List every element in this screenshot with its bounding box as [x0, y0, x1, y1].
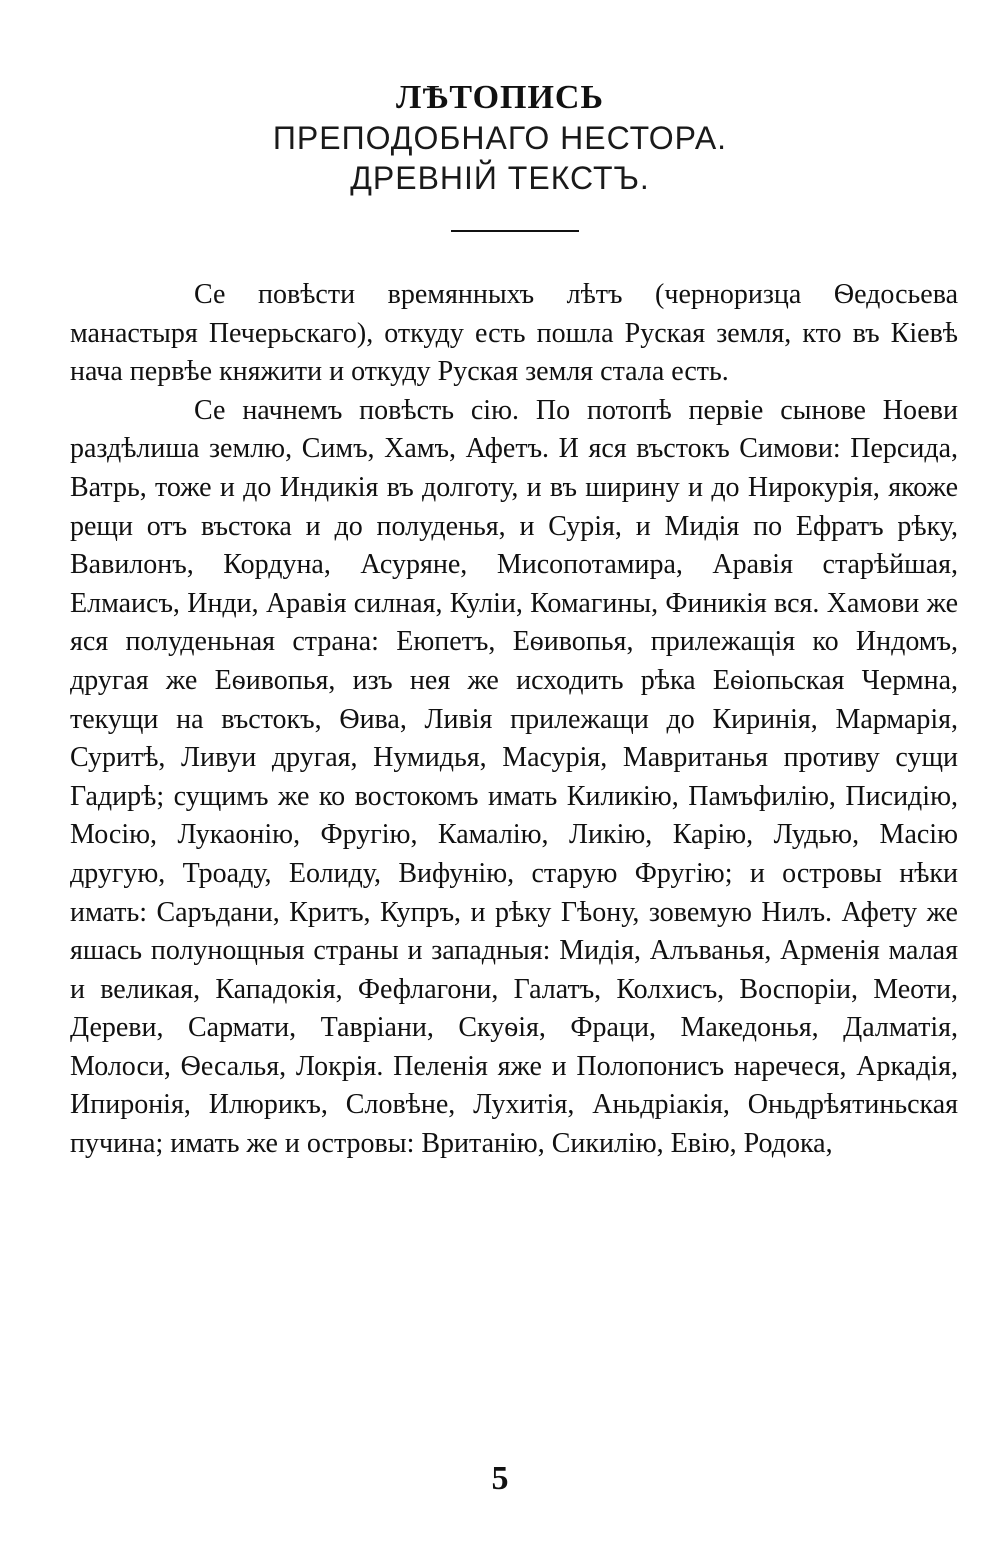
page-number: 5 [491, 1460, 509, 1497]
chapter-subtitle-line-2: ДРЕВНІЙ ТЕКСТЪ. [350, 160, 650, 196]
heading-divider [451, 230, 579, 232]
paragraph: Се повѣсти времянныхъ лѣтъ (черноризца Ѳедосьева манастыря Печерьскаго), откуду есть пошла Руская земля, кто въ Кіевѣ нача первѣе княжити и откуду Руская земля стала есть. [70, 279, 958, 388]
chapter-subtitle-line-1: ПРЕПОДОБНАГО НЕСТОРА. [272, 120, 728, 156]
body-text [70, 276, 958, 1164]
chapter-heading [0, 78, 1000, 198]
paragraph: Се начнемъ повѣсть сію. По потопѣ первіе сынове Ноеви раздѣлиша землю, Симъ, Хамъ, Афетъ. И яся въстокъ Симови: Персида, Ватрь, тоже и до Индикія въ долготу, и въ ширину и до Нирокурія, якоже рещи отъ въстока и до полуденья, и Сурія, и Мидія по Ефратъ рѣку, Вавилонъ, Кордуна, Асуряне, Мисопотамира, Аравія старѣйшая, Елмаисъ, Инди, Аравія силная, Куліи, Комагины, Финикія вся. Хамови же яся полуденьная страна: Еюпетъ, Еѳивопья, прилежащія ко Индомъ, другая же Еѳивопья, изъ нея же исходить рѣка Еѳіопьская Чермна, текущи на въстокъ, Ѳива, Ливія прилежащи до Киринія, Мармарія, Суритѣ, Ливуи другая, Нумидья, Масурія, Мавританья противу сущи Гадирѣ; сущимъ же ко востокомъ имать Киликію, Памъфилію, Писидію, Мосію, Лукаонію, Фругію, Камалію, Ликію, Карію, Лудью, Масію другую, Троаду, Еолиду, Вифунію, старую Фругію; и островы нѣки имать: Саръдани, Критъ, Купръ, и рѣку Гѣону, зовемую Нилъ. Афету же яшась полунощныя страны и западныя: Мидія, Алъванья, Арменія малая и великая, Кападокія, Фефлагони, Галатъ, Колхисъ, Воспоріи, Меоти, Дереви, Сармати, Тавріани, Скуѳія, Фраци, Македонья, Далматія, Молоси, Ѳесалья, Локрія. Пеленія яже и Полопонисъ наречеся, Аркадія, Ипиронія, Илюрикъ, Словѣне, Лухитія, Аньдріакія, Оньдрѣятиньская пучина; имать же и островы: Вританію, Сикилію, Евію, Родока, [70, 394, 958, 1160]
chapter-title: ЛѢТОПИСЬ [396, 79, 604, 116]
